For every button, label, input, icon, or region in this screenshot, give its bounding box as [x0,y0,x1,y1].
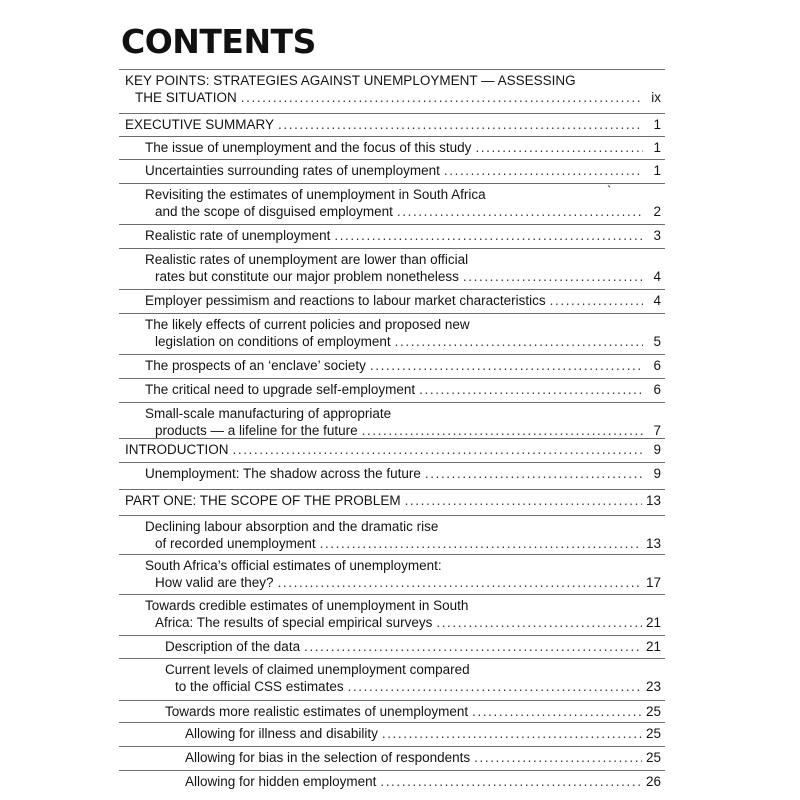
toc-entry-row [155,268,661,285]
entry-divider [119,248,665,249]
entry-divider [119,354,665,355]
toc-entry-text: Allowing for bias in the selection of respondents [185,750,471,765]
page-number: 1 [653,117,661,132]
entry-divider [119,515,665,516]
entry-divider [119,700,665,701]
entry-divider [119,136,665,137]
toc-entry-row [145,227,661,244]
toc-entry-text: to the official CSS estimates [175,679,344,694]
toc-entry-text: The prospects of an ‘enclave’ society [145,358,366,373]
entry-divider [119,489,665,490]
page-number: ix [651,90,661,105]
toc-entry-row [155,574,661,591]
toc-entry-row [155,614,661,631]
page-title: CONTENTS [121,22,316,61]
toc-entry-text: Realistic rates of unemployment are lower than official [145,252,469,267]
toc-entry-text: The issue of unemployment and the focus of this study [145,140,472,155]
toc-entry-text: Description of the data [165,639,301,654]
toc-entry-row [145,139,661,156]
toc-entry-text: and the scope of disguised employment [155,204,393,219]
dot-leader [382,725,642,742]
entry-divider [119,113,665,114]
toc-entry-text: Employer pessimism and reactions to labour market characteristics [145,293,546,308]
toc-entry-row [155,333,661,350]
entry-divider [119,635,665,636]
toc-entry-row [145,162,661,179]
toc-entry-row [165,638,661,655]
entry-divider [119,289,665,290]
dot-leader [475,139,643,156]
page-number: 21 [645,639,661,654]
dot-leader [463,268,643,285]
page-number: 17 [645,575,661,590]
toc-entry-text: legislation on conditions of employment [155,334,391,349]
dot-leader [233,441,644,458]
dot-leader [550,292,643,309]
toc-entry-row [175,678,661,695]
dot-leader [334,227,643,244]
dot-leader [405,492,642,509]
page-number: 7 [653,423,661,438]
dot-leader [419,381,643,398]
dot-leader [472,703,642,720]
toc-entry-row [125,441,661,458]
toc-entry-row [125,492,661,509]
entry-divider [119,183,665,184]
entry-divider [119,224,665,225]
page-number: 25 [645,750,661,765]
toc-entry-row [145,465,661,482]
toc-entry-row [145,381,661,398]
toc-entry-text: Realistic rate of unemployment [145,228,331,243]
dot-leader [444,162,643,179]
page-number: 5 [653,334,661,349]
entry-divider [119,462,665,463]
toc-entry-text: Unemployment: The shadow across the future [145,466,421,481]
page-number: 25 [645,704,661,719]
toc-entry-text: of recorded unemployment [155,536,316,551]
dot-leader [395,333,643,350]
dot-leader [397,203,643,220]
toc-entry-text: EXECUTIVE SUMMARY [125,117,275,132]
page-number: 23 [645,679,661,694]
dot-leader [362,422,643,439]
toc-entry-text: Africa: The results of special empirical surveys [155,615,433,630]
toc-entry-text: Uncertainties surrounding rates of unemployment [145,163,440,178]
toc-entry-row [165,703,661,720]
entry-divider [119,554,665,555]
toc-entry-text: Revisiting the estimates of unemployment in South Africa [145,187,486,202]
toc-entry-text: Towards more realistic estimates of unemployment [165,704,469,719]
entry-divider [119,722,665,723]
page-number: 9 [653,442,661,457]
toc-entry-text: products — a lifeline for the future [155,423,358,438]
stray-mark: ` [607,183,612,198]
toc-entry-text: INTRODUCTION [125,442,229,457]
toc-entry-row [145,292,661,309]
page-number: 21 [645,615,661,630]
toc-entry-text: South Africa’s official estimates of unemployment: [145,558,442,573]
toc-entry-text: Allowing for hidden employment [185,774,377,789]
dot-leader [425,465,643,482]
entry-divider [119,402,665,403]
entry-divider [119,313,665,314]
entry-divider [119,770,665,771]
dot-leader [436,614,642,631]
entry-divider [119,438,665,439]
page-number: 26 [645,774,661,789]
toc-entry-row [125,116,661,133]
dot-leader [370,357,643,374]
dot-leader [278,574,642,591]
page-number: 3 [653,228,661,243]
page-number: 13 [645,536,661,551]
toc-entry-text: Declining labour absorption and the dramatic rise [145,519,439,534]
entry-divider [119,378,665,379]
toc-entry-text: Small-scale manufacturing of appropriate [145,406,392,421]
entry-divider [119,658,665,659]
toc-entry-row [185,773,661,790]
toc-entry-text: THE SITUATION [135,90,237,105]
entry-divider [119,159,665,160]
toc-entry-text: The critical need to upgrade self-employment [145,382,416,397]
page-number: 13 [645,493,661,508]
toc-entry-row [145,357,661,374]
dot-leader [474,749,642,766]
toc-entry-text: Allowing for illness and disability [185,726,378,741]
dot-leader [278,116,643,133]
dot-leader [304,638,642,655]
toc-entry-row [155,203,661,220]
page-number: 4 [653,293,661,308]
toc-entry-text: rates but constitute our major problem nonetheless [155,269,459,284]
page-number: 2 [653,204,661,219]
page-number: 1 [653,140,661,155]
toc-entry-row [185,725,661,742]
toc-entry-text: The likely effects of current policies and proposed new [145,317,470,332]
entry-divider [119,69,665,70]
dot-leader [348,678,642,695]
page-number: 6 [653,382,661,397]
page-number: 1 [653,163,661,178]
entry-divider [119,594,665,595]
dot-leader [380,773,642,790]
toc-entry-row [155,422,661,439]
toc-entry-text: Towards credible estimates of unemployment in South [145,598,469,613]
toc-entry-row [135,89,661,106]
dot-leader [320,535,642,552]
page-number: 4 [653,269,661,284]
toc-entry-row [155,535,661,552]
toc-entry-text: PART ONE: THE SCOPE OF THE PROBLEM [125,493,401,508]
toc-entry-text: Current levels of claimed unemployment compared [165,662,470,677]
page-number: 9 [653,466,661,481]
page-number: 25 [645,726,661,741]
dot-leader [241,89,643,106]
toc-entry-row [185,749,661,766]
page-number: 6 [653,358,661,373]
toc-entry-text: KEY POINTS: STRATEGIES AGAINST UNEMPLOYMENT — ASSESSING [125,73,576,88]
toc-entry-text: How valid are they? [155,575,274,590]
entry-divider [119,746,665,747]
